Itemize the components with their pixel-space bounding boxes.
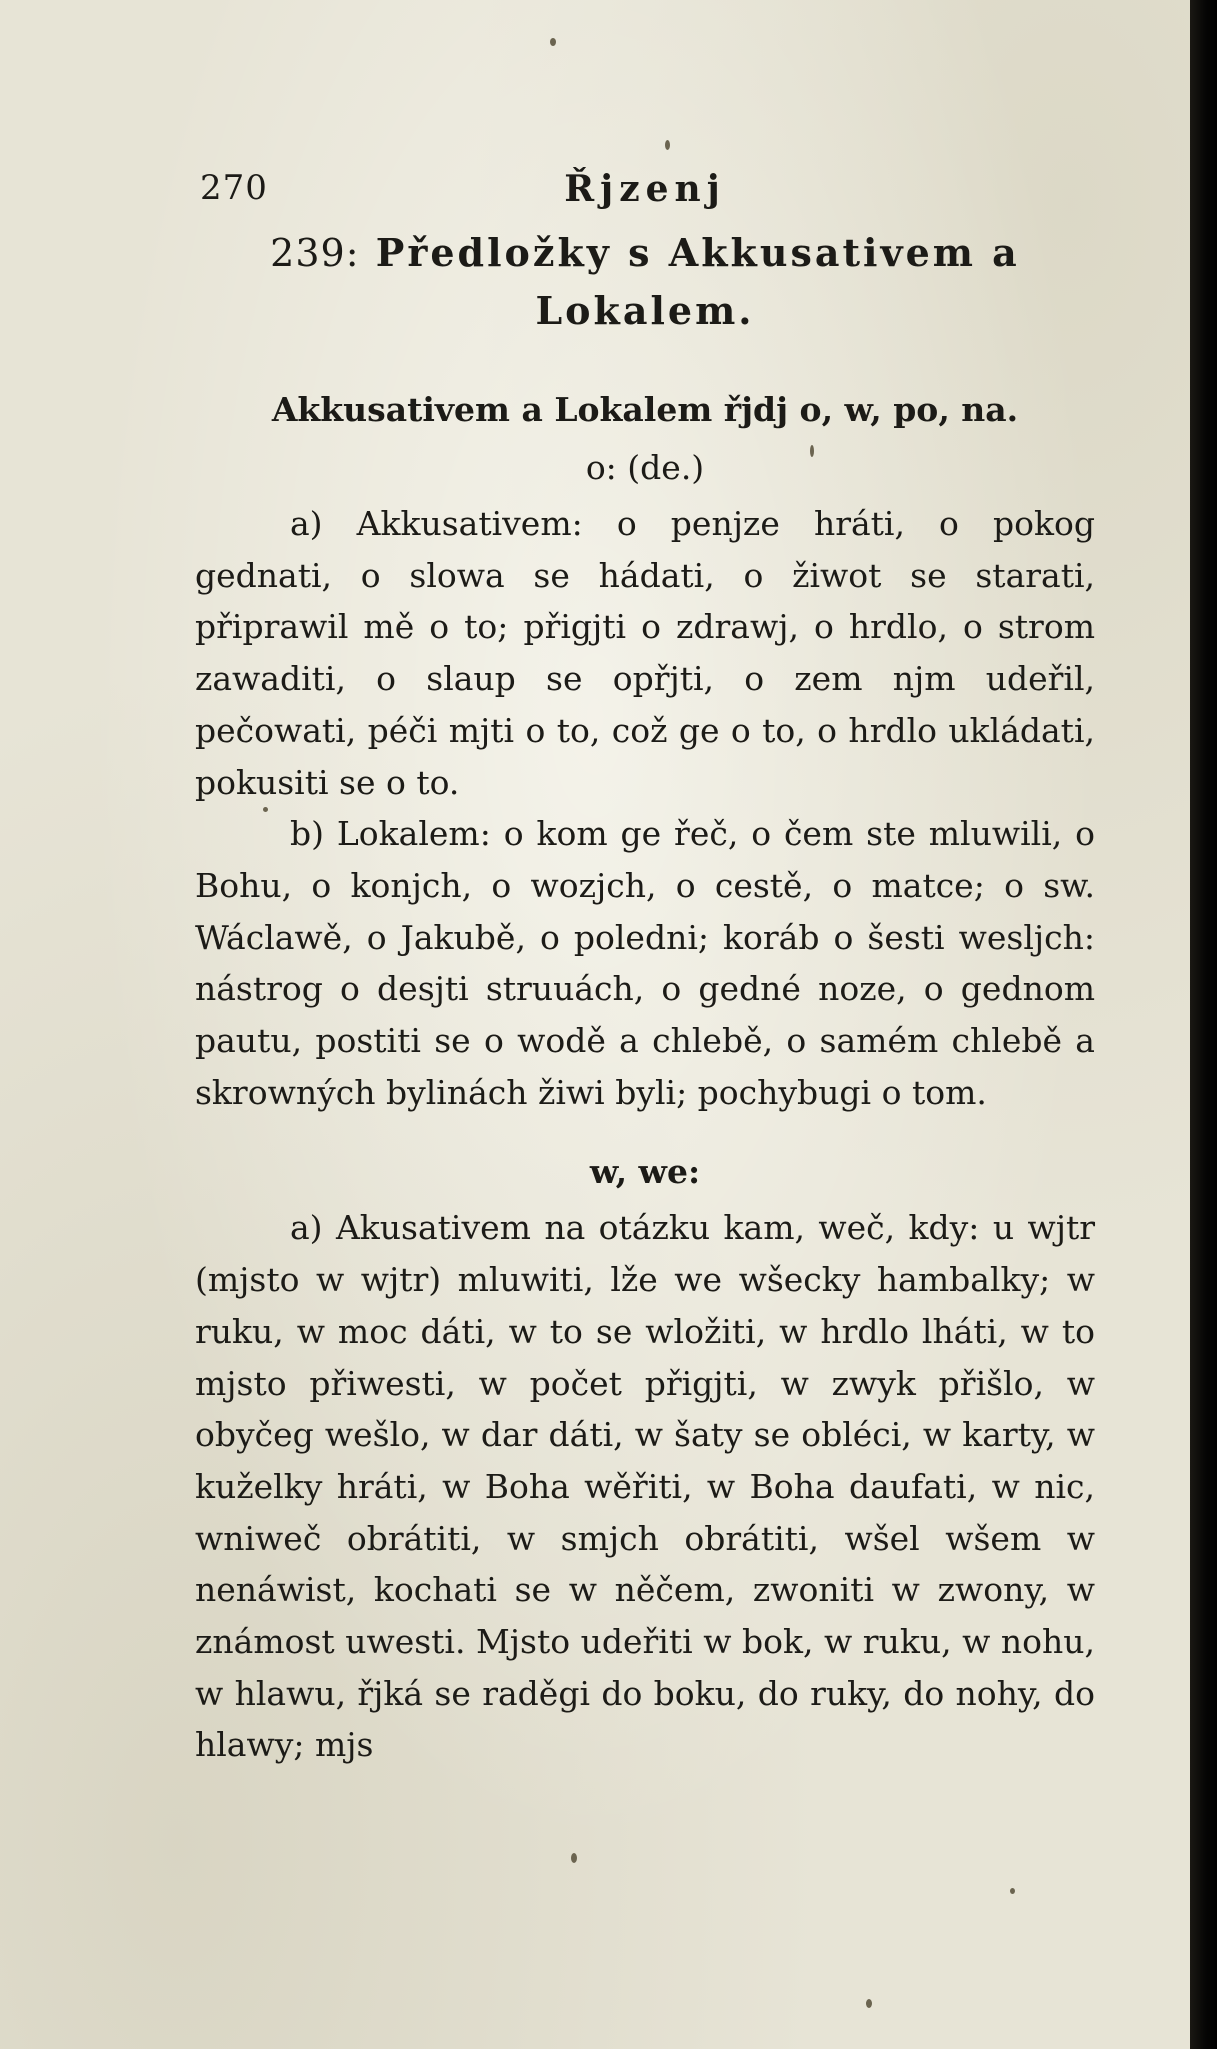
o-heading: o: (de.) <box>585 448 705 487</box>
w-heading: w, we: <box>589 1152 701 1192</box>
page-content <box>195 168 1095 1771</box>
book-spine-shadow <box>1190 0 1217 2049</box>
o-accusative-paragraph: a) Akkusativem: o penjze hráti, o pokog gednati, o slowa se hádati, o žiwot se starati, připrawil mě o to; přigjti o zdrawj, o hrdlo, o strom zawaditi, o slaup se opřjti, o zem njm udeřil, pečowati, péči mjti o to, což ge o to, o hrdlo ukládati, pokusiti se o to. <box>195 504 1095 802</box>
o-locative-paragraph: b) Lokalem: o kom ge řeč, o čem ste mluwili, o Bohu, o konjch, o wozjch, o cestě, o matce; o sw. Wáclawě, o Jakubě, o poledni; koráb o šesti wesljch: nástrog o desjti struuách, o gedné noze, o gednom pautu, postiti se o wodě a chlebě, o samém chlebě a skrowných bylinách žiwi byli; pochybugi o tom. <box>195 814 1095 1112</box>
page-header <box>195 168 1095 224</box>
section-number: 239: <box>270 231 360 275</box>
section-title-text: Předložky s Akkusativem a Lokalem. <box>375 230 1020 333</box>
w-accusative-paragraph: a) Akusativem na otázku kam, weč, kdy: u wjtr (mjsto w wjtr) mluwiti, lže we wšecky hambalky; w ruku, w moc dáti, w to se wložiti, w hrdlo lháti, w to mjsto přiwesti, w počet přigjti, w zwyk přišlo, w obyčeg wešlo, w dar dáti, w šaty se obléci, w karty, w kuželky hráti, w Boha wěřiti, w Boha daufati, w nic, wniweč obrátiti, w smjch obrátiti, wšel wšem w nenáwist, kochati se w něčem, zwoniti w zwony, w známost uwesti. Mjsto udeřiti w bok, w ruku, w nohu, w hlawu, řjká se raděgi do boku, do ruky, do nohy, do hlawy; mjs <box>195 1208 1095 1765</box>
page-number: 270 <box>200 168 268 208</box>
section-title <box>195 224 1095 340</box>
running-head: Řjzenj <box>564 168 726 210</box>
intro-line: Akkusativem a Lokalem řjdj o, w, po, na. <box>271 390 1019 429</box>
